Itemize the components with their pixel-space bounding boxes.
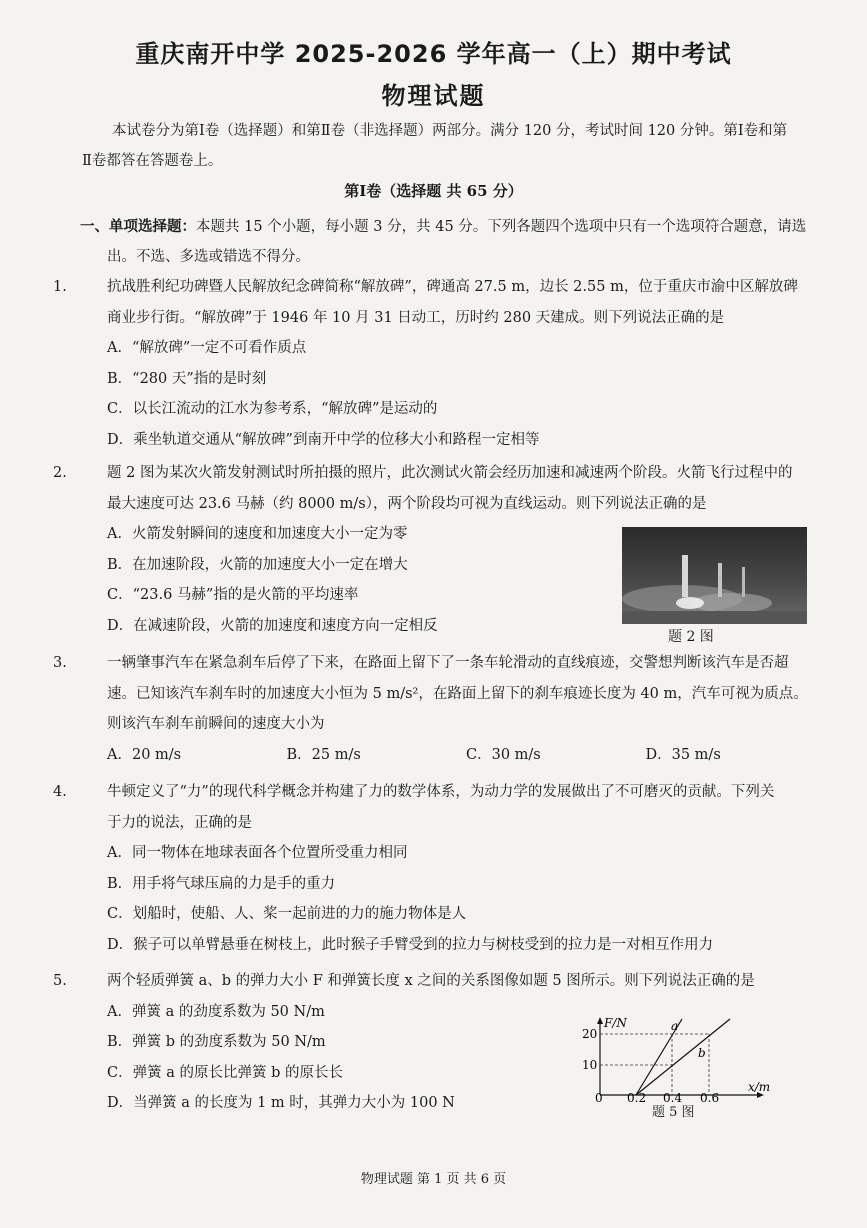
line-b-label: b <box>698 1046 706 1060</box>
question-stem: 牛顿定义了“力”的现代科学概念并构建了力的数学体系，为动力学的发展做出了不可磨灭的贡献。下列关 <box>107 784 775 800</box>
spring-force-graph <box>582 1015 782 1107</box>
figure-5-caption: 题 5 图 <box>652 1105 695 1120</box>
y-tick-20: 20 <box>582 1027 598 1041</box>
option-b[interactable]: B．“280 天”指的是时刻 <box>107 370 267 387</box>
option-a[interactable]: A．“解放碑”一定不可看作质点 <box>107 340 307 356</box>
option-d[interactable]: D．乘坐轨道交通从“解放碑”到南开中学的位移大小和路程一定相等 <box>107 431 540 448</box>
figure-2-caption: 题 2 图 <box>668 629 714 645</box>
question-stem: 一辆肇事汽车在紧急刹车后停了下来，在路面上留下了一条车轮滑动的直线痕迹，交警想判断该汽车是否超 <box>107 655 789 671</box>
intro-paragraph <box>82 116 822 176</box>
y-axis-arrow <box>597 1017 603 1024</box>
question-number: 2. <box>53 465 67 481</box>
question-number: 3. <box>53 655 67 671</box>
y-tick-10: 10 <box>582 1058 598 1072</box>
section-1-heading: 一、单项选择题： <box>80 218 196 235</box>
x-tick-04: 0.4 <box>663 1091 683 1103</box>
option-d[interactable]: D．猴子可以单臂悬垂在树枝上，此时猴子手臂受到的拉力与树枝受到的拉力是一对相互作用力 <box>107 936 714 953</box>
option-b[interactable]: B．弹簧 b 的劲度系数为 50 N/m <box>107 1034 326 1050</box>
x-tick-02: 0.2 <box>627 1091 647 1103</box>
question-stem: 两个轻质弹簧 a、b 的弹力大小 F 和弹簧长度 x 之间的关系图像如题 5 图所示。则下列说法正确的是 <box>107 973 755 989</box>
option-c[interactable]: C．弹簧 a 的原长比弹簧 b 的原长长 <box>107 1064 343 1081</box>
option-c[interactable]: C．“23.6 马赫”指的是火箭的平均速率 <box>107 587 359 603</box>
question-stem: 最大速度可达 23.6 马赫（约 8000 m/s），两个阶段均可视为直线运动。则下列说法正确的是 <box>107 495 707 512</box>
option-a[interactable]: A．火箭发射瞬间的速度和加速度大小一定为零 <box>107 526 408 542</box>
x-tick-06: 0.6 <box>700 1091 720 1103</box>
option-b[interactable]: B．在加速阶段，火箭的加速度大小一定在增大 <box>107 556 408 573</box>
page-footer: 物理试题 第 1 页 共 6 页 <box>360 1172 507 1187</box>
question-4 <box>53 777 825 960</box>
option-a[interactable]: A．同一物体在地球表面各个位置所受重力相同 <box>107 845 408 861</box>
option-c[interactable]: C．30 m/s <box>466 746 541 763</box>
option-c[interactable]: C．以长江流动的江水为参考系，“解放碑”是运动的 <box>107 401 438 417</box>
question-stem: 于力的说法，正确的是 <box>107 814 252 831</box>
option-d[interactable]: D．35 m/s <box>645 746 721 763</box>
option-d[interactable]: D．当弹簧 a 的长度为 1 m 时，其弹力大小为 100 N <box>107 1095 455 1111</box>
exam-title: 重庆南开中学 2025-2026 学年高一（上）期中考试 <box>135 40 732 68</box>
line-b <box>636 1019 730 1095</box>
section-1-text-1: 本题共 15 个小题，每小题 3 分，共 45 分。下列各题四个选项中只有一个选项符合题意，请选 <box>196 219 807 235</box>
option-a[interactable]: A．20 m/s <box>107 746 182 763</box>
option-a[interactable]: A．弹簧 a 的劲度系数为 50 N/m <box>107 1003 325 1020</box>
section-1-text-2: 出。不选、多选或错选不得分。 <box>107 249 310 265</box>
intro-line-1: 本试卷分为第Ⅰ卷（选择题）和第Ⅱ卷（非选择题）两部分。满分 120 分，考试时间 120 分钟。第Ⅰ卷和第 <box>112 123 788 139</box>
question-stem: 商业步行街。“解放碑”于 1946 年 10 月 31 日动工，历时约 280 天建成。则下列说法正确的是 <box>107 309 725 326</box>
question-1 <box>53 272 825 455</box>
question-number: 4. <box>53 784 67 800</box>
option-b[interactable]: B．用手将气球压扁的力是手的重力 <box>107 875 336 892</box>
rocket-launch-photo <box>622 527 807 624</box>
option-b[interactable]: B．25 m/s <box>286 746 361 763</box>
intro-line-2: Ⅱ卷都答在答题卷上。 <box>82 153 223 169</box>
question-3 <box>53 648 825 770</box>
option-c[interactable]: C．划船时，使船、人、桨一起前进的力的施力物体是人 <box>107 906 467 922</box>
question-number: 1. <box>53 279 67 295</box>
option-d[interactable]: D．在减速阶段，火箭的加速度和速度方向一定相反 <box>107 617 438 634</box>
part-1-title: 第Ⅰ卷（选择题 共 65 分） <box>344 182 523 200</box>
question-number: 5. <box>53 973 67 989</box>
section-1-instructions <box>80 212 825 272</box>
y-axis-label: F/N <box>604 1016 627 1030</box>
question-stem: 抗战胜利纪功碑暨人民解放纪念碑简称“解放碑”，碑通高 27.5 m，边长 2.55 m，位于重庆市渝中区解放碑 <box>107 279 798 295</box>
x-tick-0: 0 <box>595 1091 603 1103</box>
line-a-label: a <box>671 1019 679 1033</box>
question-stem: 题 2 图为某次火箭发射测试时所拍摄的照片，此次测试火箭会经历加速和减速两个阶段。火箭飞行过程中的 <box>107 465 793 481</box>
exam-subtitle: 物理试题 <box>381 82 486 110</box>
question-stem: 速。已知该汽车刹车时的加速度大小恒为 5 m/s²，在路面上留下的刹车痕迹长度为 40 m，汽车可视为质点。 <box>107 685 808 702</box>
x-axis-label: x/m <box>748 1080 771 1094</box>
question-stem: 则该汽车刹车前瞬间的速度大小为 <box>107 716 325 732</box>
